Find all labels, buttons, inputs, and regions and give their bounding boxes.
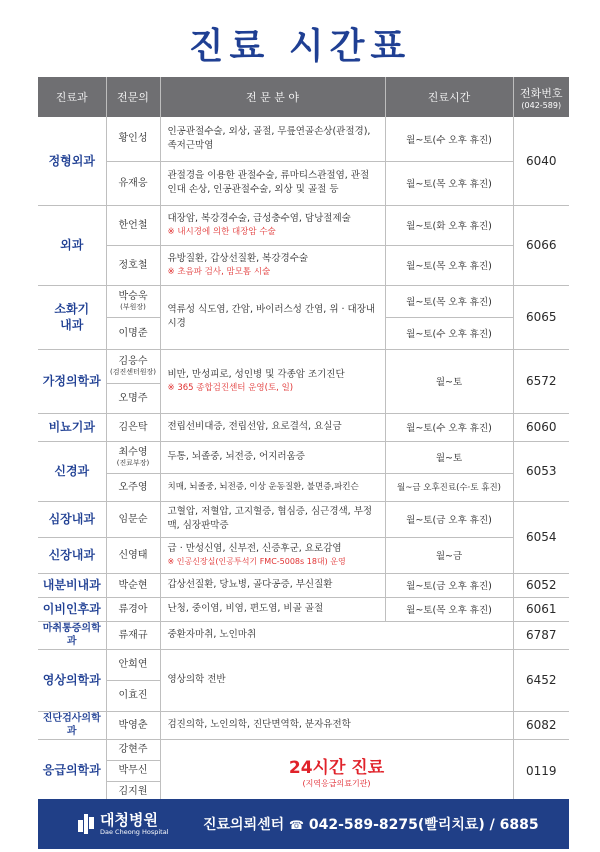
hospital-name-en: Dae Cheong Hospital	[100, 828, 169, 836]
dept-name: 가정의학과	[38, 349, 106, 413]
header-dept: 진료과	[38, 77, 106, 117]
phone-ext: 6066	[513, 205, 569, 285]
table-row	[38, 711, 569, 739]
hours: 월~금 오후진료(수·토 휴진)	[385, 473, 513, 501]
specialty: 관절경을 이용한 관절수술, 류마티스관절염, 관절 인대 손상, 인공관절수술, 외상 및 골절 등	[160, 161, 385, 205]
doctor-name: 정호철	[106, 245, 160, 285]
table-row	[38, 537, 569, 573]
hours: 월~토(수 오후 휴진)	[385, 117, 513, 161]
table-header-row	[38, 77, 569, 117]
doctor-name: 오주영	[106, 473, 160, 501]
specialty: 비만, 만성피로, 성인병 및 각종암 조기진단 ※ 365 종합검진센터 운영(토, 일)	[160, 349, 385, 413]
table-row	[38, 573, 569, 597]
dept-name: 외과	[38, 205, 106, 285]
doctor-name: 박승욱 (부원장)	[106, 285, 160, 317]
doctor-name: 류경아	[106, 597, 160, 621]
specialty: 두통, 뇌졸중, 뇌전증, 어지러움증	[160, 441, 385, 473]
dept-name: 이비인후과	[38, 597, 106, 621]
table-row	[38, 205, 569, 245]
hospital-logo-icon	[78, 814, 94, 834]
dept-name: 비뇨기과	[38, 413, 106, 441]
table-row	[38, 441, 569, 473]
phone-ext: 6061	[513, 597, 569, 621]
specialty: 전립선비대증, 전립선암, 요로결석, 요실금	[160, 413, 385, 441]
table-row	[38, 349, 569, 383]
phone-ext: 6452	[513, 649, 569, 711]
table-row	[38, 649, 569, 680]
doctor-name: 이효진	[106, 680, 160, 711]
doctor-name: 박영춘	[106, 711, 160, 739]
hours: 월~토	[385, 349, 513, 413]
phone-ext: 6040	[513, 117, 569, 205]
specialty: 중환자마취, 노인마취	[160, 621, 513, 649]
table-row	[38, 245, 569, 285]
referral-label: 진료의뢰센터	[203, 817, 285, 833]
phone-ext: 6054	[513, 501, 569, 573]
dept-name: 영상의학과	[38, 649, 106, 711]
dept-name: 마취통증의학과	[38, 621, 106, 649]
header-hours: 진료시간	[385, 77, 513, 117]
dept-name: 소화기 내과	[38, 285, 106, 349]
specialty: 갑상선질환, 당뇨병, 골다공증, 부신질환	[160, 573, 385, 597]
hours: 월~토	[385, 441, 513, 473]
dept-name: 심장내과	[38, 501, 106, 537]
hours: 월~토(금 오후 휴진)	[385, 501, 513, 537]
dept-name: 신장내과	[38, 537, 106, 573]
specialty-note: ※ 내시경에 의한 대장암 수술	[167, 226, 276, 237]
phone-ext: 0119	[513, 739, 569, 802]
dept-name: 진단검사의학과	[38, 711, 106, 739]
phone-ext: 6787	[513, 621, 569, 649]
specialty: 치매, 뇌졸중, 뇌전증, 이상 운동질환, 불면증,파킨슨	[160, 473, 385, 501]
table-row	[38, 161, 569, 205]
table-row	[38, 413, 569, 441]
dept-name: 내분비내과	[38, 573, 106, 597]
hours: 월~토(목 오후 휴진)	[385, 597, 513, 621]
header-doctor: 전문의	[106, 77, 160, 117]
dept-name: 응급의학과	[38, 739, 106, 802]
hospital-name: 대청병원	[100, 811, 158, 829]
hours: 월~토(화 오후 휴진)	[385, 205, 513, 245]
table-row	[38, 501, 569, 537]
table-row	[38, 117, 569, 161]
hours: 월~토(수 오후 휴진)	[385, 413, 513, 441]
phone-ext: 6065	[513, 285, 569, 349]
doctor-name: 최수영 (진료부장)	[106, 441, 160, 473]
doctor-name: 류재규	[106, 621, 160, 649]
phone-ext: 6053	[513, 441, 569, 501]
hours: 월~토(수 오후 휴진)	[385, 317, 513, 349]
table-row	[38, 739, 569, 760]
doctor-name: 임문순	[106, 501, 160, 537]
specialty: 영상의학 전반	[160, 649, 513, 711]
doctor-name: 김지원	[106, 781, 160, 802]
page-title: 진료 시간표	[188, 26, 412, 67]
table-row	[38, 285, 569, 317]
doctor-name: 한언철	[106, 205, 160, 245]
header-specialty: 전 문 분 야	[160, 77, 385, 117]
hours: 월~금	[385, 537, 513, 573]
table-row	[38, 621, 569, 649]
specialty: 역류성 식도염, 간암, 바이러스성 간염, 위 · 대장내시경	[160, 285, 385, 349]
doctor-name: 황인성	[106, 117, 160, 161]
doctor-name: 김은탁	[106, 413, 160, 441]
schedule-table	[38, 77, 569, 803]
phone-ext: 6082	[513, 711, 569, 739]
doctor-name: 신영태	[106, 537, 160, 573]
specialty-note: ※ 365 종합검진센터 운영(토, 일)	[167, 382, 294, 393]
table-row	[38, 597, 569, 621]
doctor-name: 안희연	[106, 649, 160, 680]
doctor-name: 이명준	[106, 317, 160, 349]
specialty: 검진의학, 노인의학, 진단면역학, 분자유전학	[160, 711, 513, 739]
referral-contact	[203, 814, 539, 834]
doctor-name: 박순현	[106, 573, 160, 597]
doctor-name: 김응수 (검진센터원장)	[106, 349, 160, 383]
footer-bar	[38, 799, 569, 849]
specialty: 유방질환, 갑상선질환, 복강경수술 ※ 초음파 검사, 맘모톰 시술	[160, 245, 385, 285]
specialty: 대장암, 복강경수술, 급성충수염, 담낭절제술 ※ 내시경에 의한 대장암 수술	[160, 205, 385, 245]
phone-ext: 6060	[513, 413, 569, 441]
doctor-name: 오명주	[106, 383, 160, 413]
doctor-name: 박무신	[106, 760, 160, 781]
dept-name: 정형외과	[38, 117, 106, 205]
phone-ext: 6572	[513, 349, 569, 413]
hours: 월~토(목 오후 휴진)	[385, 161, 513, 205]
hours: 월~토(금 오후 휴진)	[385, 573, 513, 597]
specialty: 고혈압, 저혈압, 고지혈증, 협심증, 심근경색, 부정맥, 심장판막증	[160, 501, 385, 537]
phone-icon: ☎	[289, 818, 304, 832]
referral-number: 042-589-8275(빨리치료) / 6885	[308, 817, 539, 833]
specialty-note: ※ 인공신장실(인공투석기 FMC-5008s 18대) 운영	[167, 557, 346, 567]
table-row	[38, 473, 569, 501]
emergency-hours	[160, 739, 513, 802]
doctor-name: 강현주	[106, 739, 160, 760]
hours: 월~토(목 오후 휴진)	[385, 285, 513, 317]
emergency-sub: (지역응급의료기관)	[302, 778, 371, 788]
doctor-name: 유재응	[106, 161, 160, 205]
hours: 월~토(목 오후 휴진)	[385, 245, 513, 285]
specialty-note: ※ 초음파 검사, 맘모톰 시술	[167, 266, 271, 277]
phone-ext: 6052	[513, 573, 569, 597]
header-phone: 전화번호 (042-589)	[513, 77, 569, 117]
emergency-24h: 24시간 진료	[288, 757, 385, 778]
specialty: 난청, 중이염, 비염, 편도염, 비골 골절	[160, 597, 385, 621]
dept-name: 신경과	[38, 441, 106, 501]
specialty: 인공관절수술, 외상, 골절, 무릎연골손상(관절경), 족저근막염	[160, 117, 385, 161]
specialty: 급 · 만성신염, 신부전, 신증후군, 요로감염 ※ 인공신장실(인공투석기 FMC-5008s 18대) 운영	[160, 537, 385, 573]
